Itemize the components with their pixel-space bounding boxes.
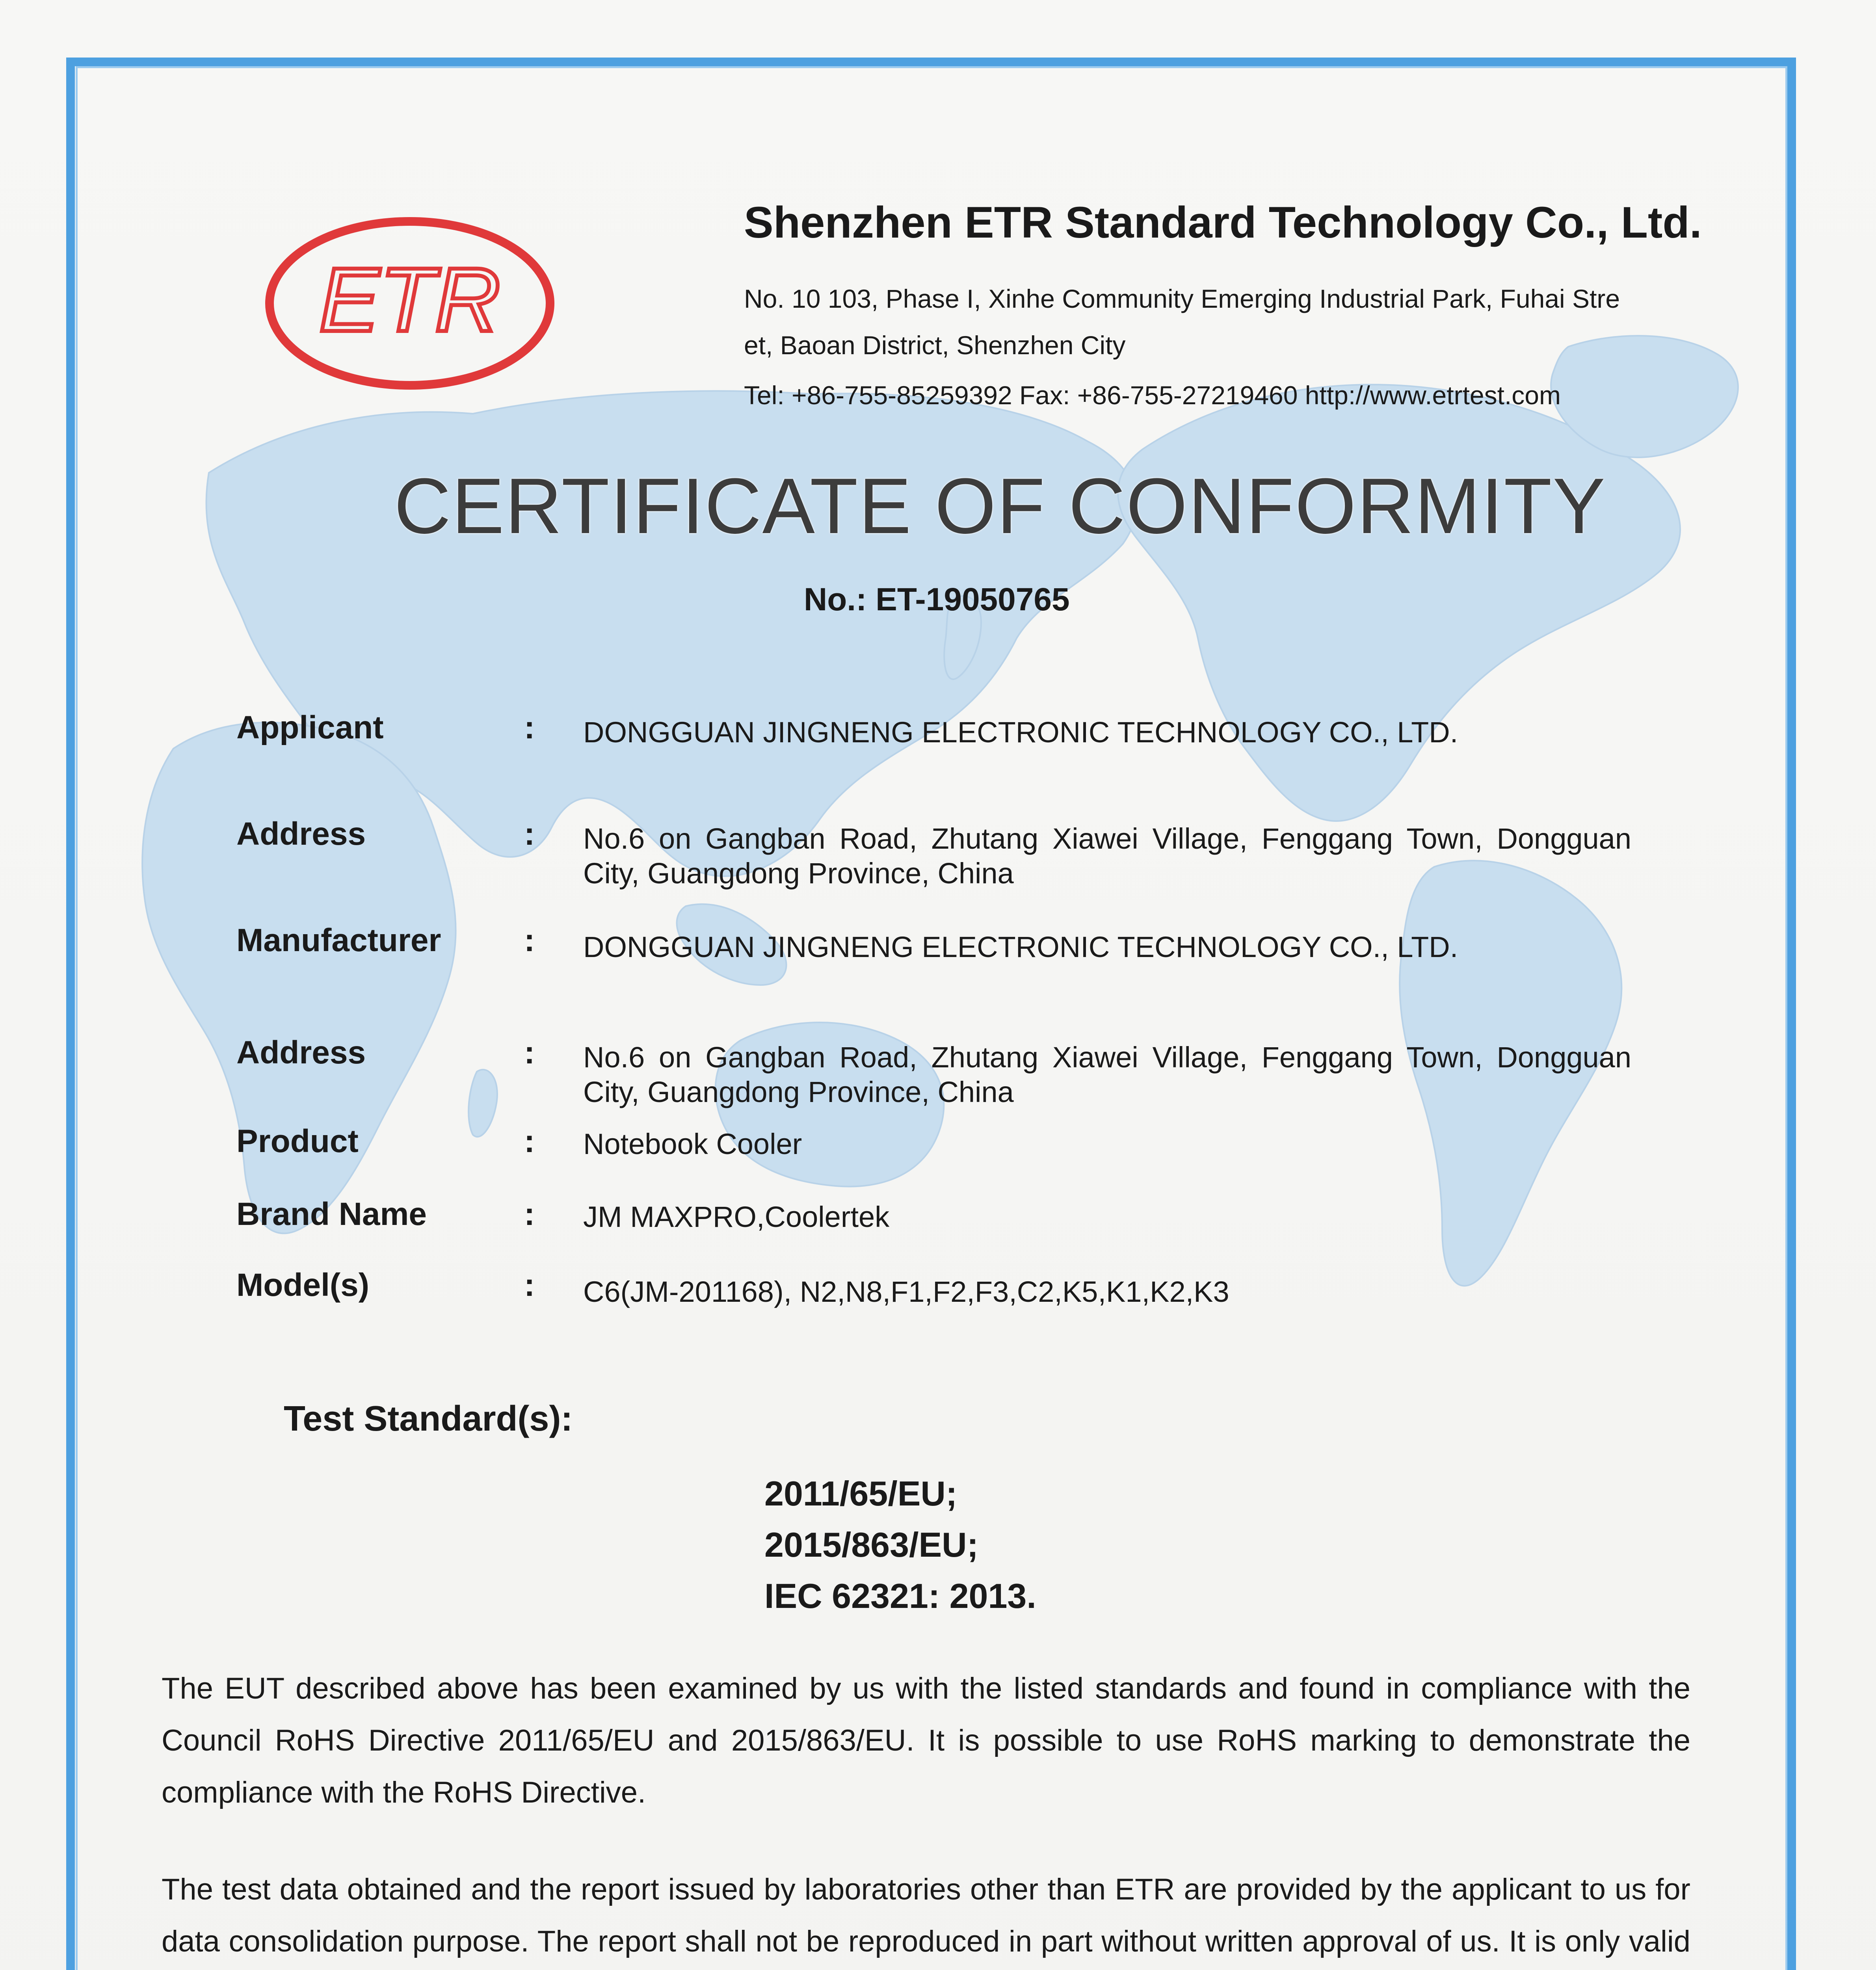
company-address-line-1: No. 10 103, Phase I, Xinhe Community Emerging Industrial Park, Fuhai Stre [744,284,1620,313]
manufacturer-colon: : [524,922,535,958]
brand-name-value: JM MAXPRO,Coolertek [583,1201,890,1233]
brand-name-label: Brand Name [236,1196,427,1232]
etr-logo [260,213,560,394]
test-standard-item: 2015/863/EU; [764,1525,979,1564]
manufacturer-address-label: Address [236,1035,366,1070]
product-value: Notebook Cooler [583,1128,802,1160]
certificate-title: CERTIFICATE OF CONFORMITY [394,462,1606,550]
models-value: C6(JM-201168), N2,N8,F1,F2,F3,C2,K5,K1,K2,K3 [583,1275,1229,1308]
applicant-address-colon: : [524,816,535,852]
applicant-address-label: Address [236,816,366,852]
applicant-value: DONGGUAN JINGNENG ELECTRONIC TECHNOLOGY CO., LTD. [583,716,1458,749]
report-validity-statement [162,1864,1690,1970]
manufacturer-address-value: No.6 on Gangban Road, Zhutang Xiawei Village, Fenggang Town, Dongguan City, Guangdong Province, China [583,1041,1631,1108]
company-name: Shenzhen ETR Standard Technology Co., Ltd. [744,198,1702,247]
etr-logo-text: ETR [319,249,500,350]
applicant-address-value: No.6 on Gangban Road, Zhutang Xiawei Village, Fenggang Town, Dongguan City, Guangdong Province, China [583,822,1631,890]
brand-name-colon: : [524,1196,535,1232]
models-colon: : [524,1267,535,1303]
product-colon: : [524,1123,535,1159]
test-standard-item: 2011/65/EU; [764,1474,958,1513]
manufacturer-label: Manufacturer [236,922,441,958]
company-contact-line: Tel: +86-755-85259392 Fax: +86-755-27219460 http://www.etrtest.com [744,381,1561,410]
models-label: Model(s) [236,1267,370,1303]
company-address-line-2: et, Baoan District, Shenzhen City [744,331,1126,360]
applicant-colon: : [524,710,535,745]
madagascar-shape [469,1070,497,1137]
report-validity-text: The test data obtained and the report issued by laboratories other than ETR are provided by the applicant to us for data consolidation purpose. The report shall not be reproduced in part without written approval of us. It is only valid [162,1873,1690,1958]
applicant-label: Applicant [236,710,384,745]
north-america-shape [1118,385,1680,821]
test-standards-label: Test Standard(s): [284,1399,573,1438]
manufacturer-value: DONGGUAN JINGNENG ELECTRONIC TECHNOLOGY CO., LTD. [583,931,1458,963]
product-label: Product [236,1123,359,1159]
manufacturer-address-colon: : [524,1035,535,1070]
certificate-number: No.: ET-19050765 [804,582,1070,617]
compliance-statement: The EUT described above has been examined by us with the listed standards and found in compliance with the Council RoHS Directive 2011/65/EU and 2015/863/EU. It is possible to use RoHS marking to demonstrate the compliance with the RoHS Directive. [162,1672,1690,1809]
test-standard-item: IEC 62321: 2013. [764,1576,1036,1615]
